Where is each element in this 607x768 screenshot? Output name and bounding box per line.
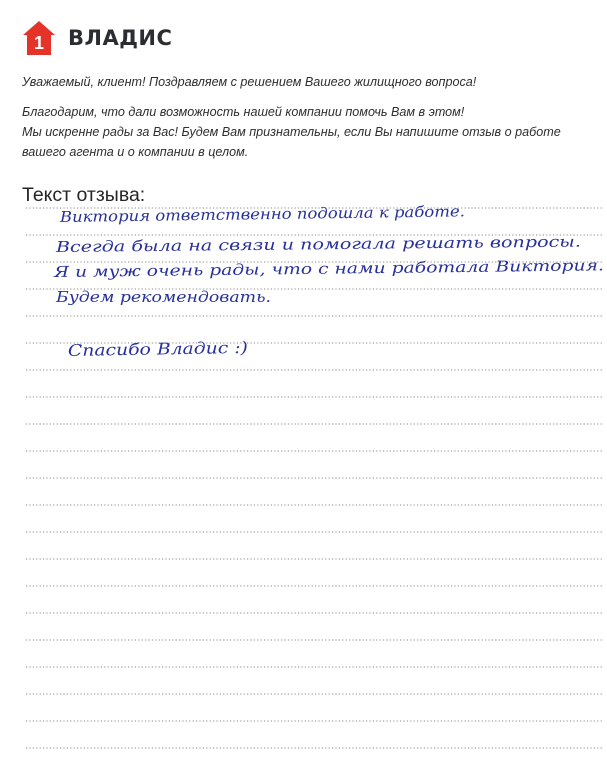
handwritten-line-4: Будем рекомендовать. — [54, 288, 271, 306]
handwritten-line-3: Я и муж очень рады, что с нами работала Виктория. — [53, 257, 495, 281]
handwritten-line-5: Спасибо Владис :) — [67, 338, 222, 360]
review-title: Текст отзыва: — [22, 184, 146, 206]
intro-line-1: Благодарим, что дали возможность нашей компании помочь Вам в этом! — [22, 105, 465, 119]
handwritten-line-2: Всегда была на связи и помогала решать вопросы. — [55, 233, 468, 256]
intro-line-3: вашего агента и о компании в целом. — [22, 145, 249, 159]
brand-name: ВЛАДИС — [68, 26, 173, 50]
greeting: Уважаемый, клиент! Поздравляем с решением Вашего жилищного вопроса! — [22, 75, 477, 89]
logo-digit: 1 — [33, 33, 45, 53]
handwritten-line-1: Виктория ответственно подошла к работе. — [59, 202, 429, 226]
intro-line-2: Мы искренне рады за Вас! Будем Вам признательны, если Вы напишите отзыв о работе — [22, 125, 561, 139]
